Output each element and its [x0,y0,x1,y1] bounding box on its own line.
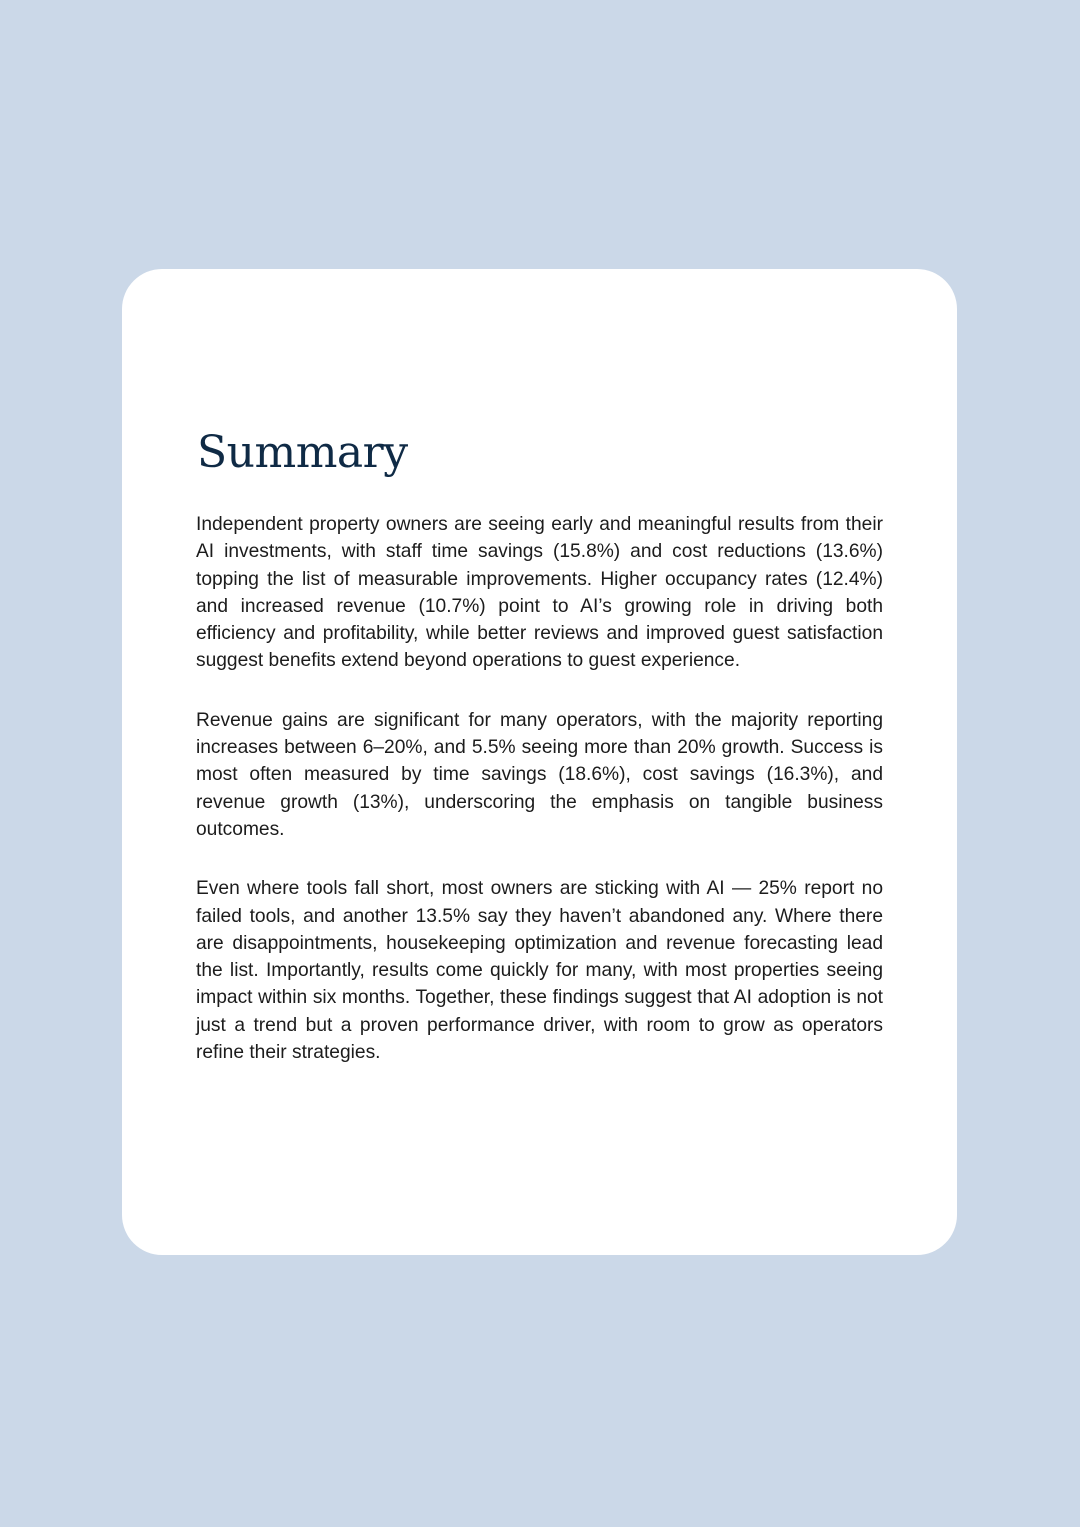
page-title: Summary [197,427,408,478]
summary-paragraph-2: Revenue gains are significant for many operators, with the majority reporting increases between 6–20%, and 5.5% seeing more than 20% growth. Success is most often measured by time savings (18.6%), cost savings (16.3%), and revenue growth (13%), underscoring the emphasis on tangible business outcomes. [196,709,883,840]
summary-body [196,511,883,1066]
summary-paragraph-1: Independent property owners are seeing early and meaningful results from their AI investments, with staff time savings (15.8%) and cost reductions (13.6%) topping the list of measurable improvements. Higher occupancy rates (12.4%) and increased revenue (10.7%) point to AI’s growing role in driving both efficiency and profitability, while better reviews and improved guest satisfaction suggest benefits extend beyond operations to guest experience. [196,514,883,672]
summary-card [122,269,957,1255]
summary-paragraph-3: Even where tools fall short, most owners are sticking with AI — 25% report no failed tools, and another 13.5% say they haven’t abandoned any. Where there are disappointments, housekeeping optimization and revenue forecasting lead the list. Importantly, results come quickly for many, with most properties seeing impact within six months. Together, these findings suggest that AI adoption is not just a trend but a proven performance driver, with room to grow as operators refine their strategies. [196,878,883,1064]
